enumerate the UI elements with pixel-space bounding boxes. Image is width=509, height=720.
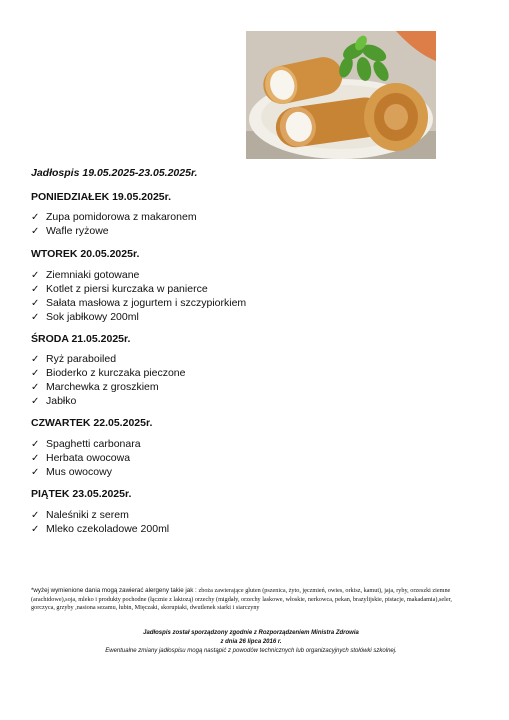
menu-item-text: Zupa pomidorowa z makaronem bbox=[46, 211, 197, 223]
day-items-friday bbox=[31, 508, 169, 536]
check-icon: ✓ bbox=[31, 270, 40, 281]
check-icon: ✓ bbox=[31, 510, 40, 521]
day-items-monday bbox=[31, 210, 197, 238]
menu-item-text: Naleśniki z serem bbox=[46, 509, 129, 521]
day-heading-monday: PONIEDZIAŁEK 19.05.2025r. bbox=[31, 191, 172, 203]
day-items-wednesday bbox=[31, 352, 186, 408]
menu-item-text: Ryż paraboiled bbox=[46, 353, 117, 365]
list-item bbox=[31, 394, 186, 408]
crepes-photo bbox=[246, 31, 436, 159]
footer-changes-note: Ewentualne zmiany jadłospisu mogą nastąpić z powodów technicznych lub organizacyjnych stołówki szkolnej. bbox=[105, 648, 397, 654]
list-item bbox=[31, 522, 169, 536]
menu-item-text: Marchewka z groszkiem bbox=[46, 381, 159, 393]
check-icon: ✓ bbox=[31, 467, 40, 478]
day-heading-tuesday: WTOREK 20.05.2025r. bbox=[31, 248, 140, 260]
list-item bbox=[31, 210, 197, 224]
list-item bbox=[31, 352, 186, 366]
list-item bbox=[31, 465, 141, 479]
list-item bbox=[31, 380, 186, 394]
menu-item-text: Bioderko z kurczaka pieczone bbox=[46, 367, 186, 379]
menu-item-text: Mus owocowy bbox=[46, 466, 112, 478]
list-item bbox=[31, 437, 141, 451]
check-icon: ✓ bbox=[31, 524, 40, 535]
menu-title: Jadłospis 19.05.2025-23.05.2025r. bbox=[31, 167, 198, 179]
check-icon: ✓ bbox=[31, 439, 40, 450]
list-item bbox=[31, 508, 169, 522]
check-icon: ✓ bbox=[31, 226, 40, 237]
check-icon: ✓ bbox=[31, 453, 40, 464]
menu-item-text: Sałata masłowa z jogurtem i szczypiorkiem bbox=[46, 297, 247, 309]
list-item bbox=[31, 224, 197, 238]
crepes-illustration bbox=[246, 31, 436, 159]
check-icon: ✓ bbox=[31, 284, 40, 295]
menu-item-text: Wafle ryżowe bbox=[46, 225, 109, 237]
menu-item-text: Jabłko bbox=[46, 395, 77, 407]
check-icon: ✓ bbox=[31, 298, 40, 309]
list-item bbox=[31, 296, 246, 310]
allergen-list: zboża zawierające gluten (pszenica, żyto, jęczmień, owies, orkisz, kamut), jaja, ryby, orzeszki ziemne (arachidowe),soja, mleko i produkty pochodne (łącznie z laktozą) orzechy (migdały, orzechy laskowe, włoskie, nerkowca, pekan, brazylijskie, pistacje, makadamia),seler, gorczyca, grzyby ,nasiona sezamu, łubin, Mięczaki, skorupiaki, dwutlenek siarki i siarczyny bbox=[31, 587, 452, 612]
check-icon: ✓ bbox=[31, 354, 40, 365]
menu-item-text: Kotlet z piersi kurczaka w panierce bbox=[46, 283, 208, 295]
check-icon: ✓ bbox=[31, 396, 40, 407]
list-item bbox=[31, 451, 141, 465]
menu-item-text: Herbata owocowa bbox=[46, 452, 131, 464]
menu-item-text: Sok jabłkowy 200ml bbox=[46, 311, 139, 323]
check-icon: ✓ bbox=[31, 382, 40, 393]
day-heading-thursday: CZWARTEK 22.05.2025r. bbox=[31, 417, 153, 429]
check-icon: ✓ bbox=[31, 312, 40, 323]
list-item bbox=[31, 366, 186, 380]
day-heading-friday: PIĄTEK 23.05.2025r. bbox=[31, 488, 132, 500]
day-items-thursday bbox=[31, 437, 141, 479]
list-item bbox=[31, 282, 246, 296]
footer-regulation-date: z dnia 26 lipca 2016 r. bbox=[220, 639, 282, 645]
check-icon: ✓ bbox=[31, 368, 40, 379]
check-icon: ✓ bbox=[31, 212, 40, 223]
menu-item-text: Ziemniaki gotowane bbox=[46, 269, 140, 281]
day-heading-wednesday: ŚRODA 21.05.2025r. bbox=[31, 333, 131, 345]
allergen-note-lead: *wyżej wymienione dania mogą zawierać alergeny takie jak : bbox=[31, 587, 199, 594]
list-item bbox=[31, 268, 246, 282]
menu-item-text: Spaghetti carbonara bbox=[46, 438, 141, 450]
day-items-tuesday bbox=[31, 268, 246, 324]
list-item bbox=[31, 310, 246, 324]
footer-regulation: Jadłospis został sporządzony zgodnie z Rozporządzeniem Ministra Zdrowia bbox=[143, 630, 359, 636]
menu-item-text: Mleko czekoladowe 200ml bbox=[46, 523, 170, 535]
allergen-note bbox=[31, 587, 471, 613]
